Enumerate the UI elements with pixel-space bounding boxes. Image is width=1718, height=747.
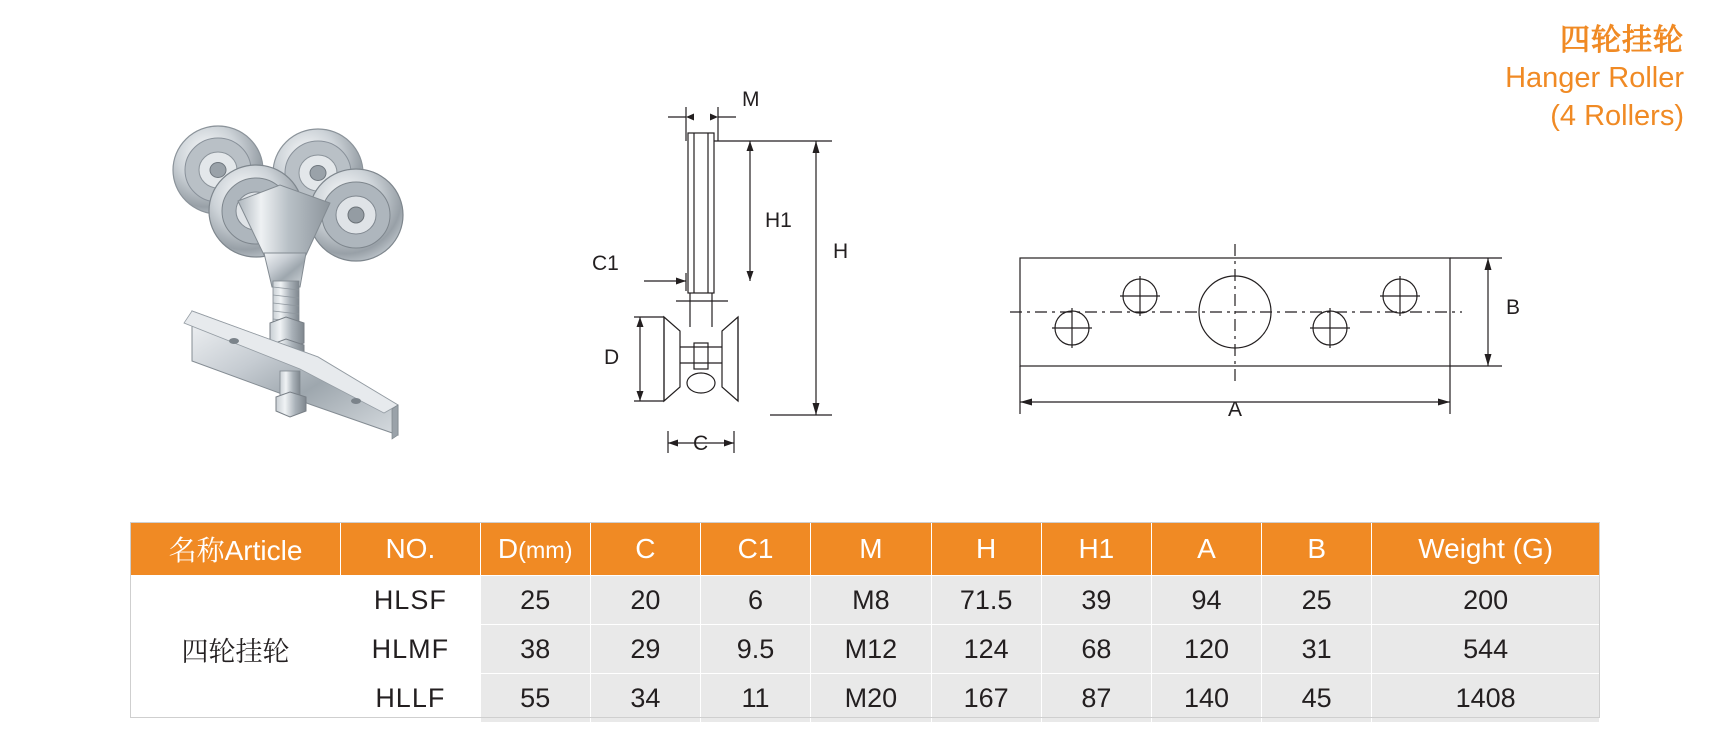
cell-c1: 11 bbox=[700, 674, 810, 723]
col-header-m: M bbox=[811, 523, 931, 576]
col-header-no: NO. bbox=[341, 523, 481, 576]
cell-b: 45 bbox=[1262, 674, 1372, 723]
cell-m: M20 bbox=[811, 674, 931, 723]
label-b: B bbox=[1506, 296, 1521, 319]
table-row bbox=[131, 674, 1600, 723]
cell-article-label: 四轮挂轮 bbox=[131, 576, 341, 723]
label-d: D bbox=[604, 346, 620, 369]
cell-m: M8 bbox=[811, 576, 931, 625]
spec-table bbox=[130, 522, 1600, 723]
col-header-h: H bbox=[931, 523, 1041, 576]
cell-h: 167 bbox=[931, 674, 1041, 723]
cell-no: HLSF bbox=[341, 576, 481, 625]
label-a: A bbox=[1228, 398, 1243, 421]
cell-weight: 200 bbox=[1372, 576, 1600, 625]
cell-h1: 68 bbox=[1041, 625, 1151, 674]
cell-c: 29 bbox=[590, 625, 700, 674]
label-h1: H1 bbox=[765, 209, 792, 232]
cell-no: HLMF bbox=[341, 625, 481, 674]
cell-h: 71.5 bbox=[931, 576, 1041, 625]
table-row bbox=[131, 625, 1600, 674]
cell-c1: 6 bbox=[700, 576, 810, 625]
table-header-row bbox=[131, 523, 1600, 576]
title-english: Hanger Roller bbox=[1505, 62, 1684, 95]
cell-a: 140 bbox=[1151, 674, 1261, 723]
col-header-c: C bbox=[590, 523, 700, 576]
col-header-b: B bbox=[1262, 523, 1372, 576]
col-header-d-text: D bbox=[497, 533, 519, 564]
cell-a: 120 bbox=[1151, 625, 1261, 674]
cell-d: 25 bbox=[480, 576, 590, 625]
label-h: H bbox=[833, 240, 849, 263]
cell-weight: 544 bbox=[1372, 625, 1600, 674]
cell-m: M12 bbox=[811, 625, 931, 674]
label-c: C bbox=[693, 432, 709, 455]
col-header-a: A bbox=[1151, 523, 1261, 576]
cell-weight: 1408 bbox=[1372, 674, 1600, 723]
title-block bbox=[1505, 22, 1684, 135]
cell-d: 38 bbox=[480, 625, 590, 674]
cell-h1: 87 bbox=[1041, 674, 1151, 723]
cell-b: 25 bbox=[1262, 576, 1372, 625]
cell-h: 124 bbox=[931, 625, 1041, 674]
product-photo bbox=[160, 105, 480, 465]
cell-b: 31 bbox=[1262, 625, 1372, 674]
cell-a: 94 bbox=[1151, 576, 1261, 625]
label-m: M bbox=[742, 88, 760, 111]
cell-h1: 39 bbox=[1041, 576, 1151, 625]
col-header-c1: C1 bbox=[700, 523, 810, 576]
table-row bbox=[131, 576, 1600, 625]
col-header-article: 名称Article bbox=[131, 523, 341, 576]
front-view-drawing bbox=[620, 95, 920, 475]
title-chinese: 四轮挂轮 bbox=[1560, 24, 1684, 57]
cell-d: 55 bbox=[480, 674, 590, 723]
cell-c1: 9.5 bbox=[700, 625, 810, 674]
title-english-subtitle: (4 Rollers) bbox=[1550, 99, 1684, 132]
cell-c: 34 bbox=[590, 674, 700, 723]
col-header-d bbox=[480, 523, 590, 576]
label-c1: C1 bbox=[592, 252, 619, 275]
col-header-weight: Weight (G) bbox=[1372, 523, 1600, 576]
plate-view-drawing bbox=[1010, 240, 1530, 445]
col-header-d-unit: (mm) bbox=[518, 537, 573, 563]
cell-c: 20 bbox=[590, 576, 700, 625]
col-header-h1: H1 bbox=[1041, 523, 1151, 576]
cell-no: HLLF bbox=[341, 674, 481, 723]
